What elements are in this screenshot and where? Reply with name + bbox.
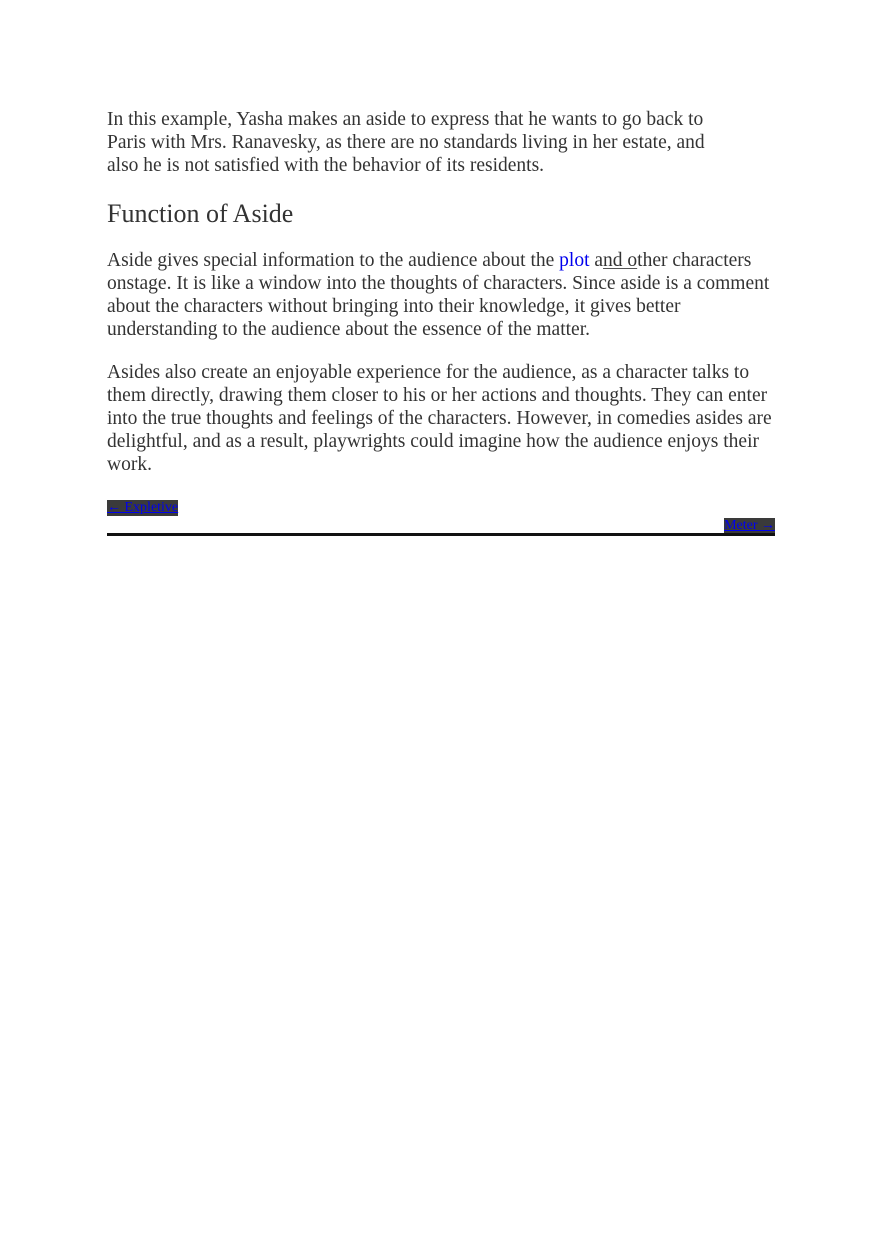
post-navigation [107, 496, 775, 536]
navigation-divider [107, 533, 775, 536]
next-post-link[interactable]: Meter → [724, 518, 775, 533]
intro-paragraph: In this example, Yasha makes an aside to express that he wants to go back to Paris with Mrs. Ranavesky, as there are no standards living in her estate, and also he is not satisfied with the behavior of its residents. [107, 109, 705, 176]
function-paragraph [107, 249, 775, 341]
function-paragraph-text-end: ther characters onstage. It is like a window into the thoughts of characters. Since aside is a comment about the characters without bringing into their knowledge, it gives better understanding to the audience about the essence of the matter. [107, 250, 770, 340]
plot-link[interactable]: plot [559, 250, 590, 271]
enjoyment-paragraph: Asides also create an enjoyable experience for the audience, as a character talks to them directly, drawing them closer to his or her actions and thoughts. They can enter into the true thoughts and feelings of the characters. However, in comedies asides are delightful, and as a result, playwrights could imagine how the audience enjoys their work. [107, 362, 772, 475]
function-paragraph-underlined-text: nd o [603, 250, 638, 271]
section-heading: Function of Aside [107, 199, 294, 228]
function-paragraph-text-start: Aside gives special information to the audience about the [107, 250, 560, 271]
article-body [107, 108, 775, 536]
function-paragraph-text-mid: a [589, 250, 604, 271]
previous-post-link[interactable]: ← Expletive [107, 500, 179, 515]
